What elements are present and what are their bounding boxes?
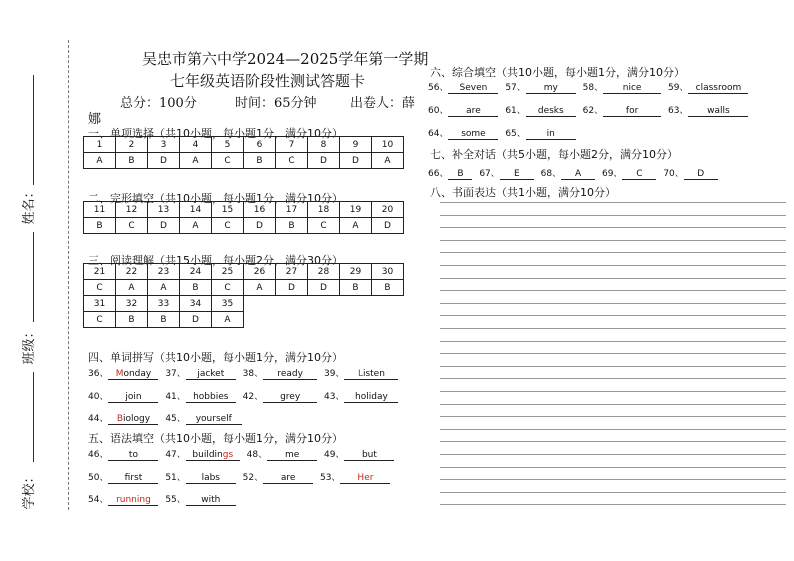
answer-cell: A <box>244 280 276 296</box>
section7-title: 七、补全对话（共5小题，每小题2分，满分10分） <box>430 148 678 161</box>
answer-cell: A <box>340 218 372 234</box>
author-continued: 娜 <box>88 112 102 127</box>
answer-cell: A <box>212 312 244 328</box>
question-number: 24 <box>180 264 212 280</box>
fill-row <box>88 411 246 425</box>
item-number: 61、 <box>505 106 526 116</box>
answer-blank: D <box>684 169 718 180</box>
question-number: 28 <box>308 264 340 280</box>
question-number: 29 <box>340 264 372 280</box>
question-number: 33 <box>148 296 180 312</box>
question-number: 2 <box>116 137 148 153</box>
answer-blank: me <box>267 450 317 461</box>
answer-blank: but <box>344 450 394 461</box>
answer-cell: C <box>212 218 244 234</box>
writing-line <box>440 265 786 266</box>
item-number: 46、 <box>88 450 109 460</box>
table-row <box>84 202 404 218</box>
answer-blank: A <box>561 169 595 180</box>
answer-blank: C <box>622 169 656 180</box>
answer-blank: first <box>108 473 158 484</box>
section5-title: 五、语法填空（共10小题，每小题1分，满分10分） <box>88 432 343 445</box>
question-number: 8 <box>308 137 340 153</box>
item-number: 40、 <box>88 392 109 402</box>
item-number: 50、 <box>88 473 109 483</box>
answer-cell: C <box>308 218 340 234</box>
exam-time: 时间：65分钟 <box>235 96 317 111</box>
question-number: 7 <box>276 137 308 153</box>
answer-cell: D <box>308 153 340 169</box>
question-number: 14 <box>180 202 212 218</box>
answer-blank <box>186 392 236 403</box>
question-number: 23 <box>148 264 180 280</box>
writing-line <box>440 429 786 430</box>
question-number: 9 <box>340 137 372 153</box>
answer-text: grey <box>280 392 301 402</box>
writing-line <box>440 416 786 417</box>
writing-line <box>440 202 786 203</box>
answer-cell: A <box>148 280 180 296</box>
writing-line <box>440 278 786 279</box>
fill-row <box>88 389 402 403</box>
binding-line <box>33 232 34 322</box>
item-number: 60、 <box>428 106 449 116</box>
item-number: 48、 <box>246 450 268 460</box>
answer-text: onday <box>123 369 152 379</box>
answer-text: isten <box>362 369 385 379</box>
fill-row <box>428 103 752 117</box>
item-number: 69、 <box>601 169 623 179</box>
answer-blank: are <box>448 106 498 117</box>
answer-cell: D <box>180 312 212 328</box>
answer-blank: Her <box>340 473 390 484</box>
answer-blank <box>344 392 398 403</box>
answer-blank: are <box>263 473 313 484</box>
question-number: 21 <box>84 264 116 280</box>
item-number: 43、 <box>323 392 345 402</box>
section3-title: 三、阅读理解（共15小题，每小题2分，满分30分） <box>88 254 343 267</box>
answer-cell: D <box>276 280 308 296</box>
question-number: 16 <box>244 202 276 218</box>
answer-cell: D <box>148 218 180 234</box>
answer-blank <box>186 369 236 380</box>
item-number: 66、 <box>428 169 449 179</box>
writing-line <box>440 353 786 354</box>
class-label: 班级： <box>22 325 37 365</box>
question-number: 34 <box>180 296 212 312</box>
section8-title: 八、书面表达（共1小题，满分10分） <box>430 186 616 199</box>
item-number: 49、 <box>323 450 345 460</box>
answer-cell: B <box>116 153 148 169</box>
table-row <box>84 280 404 296</box>
item-number: 53、 <box>319 473 341 483</box>
question-number: 20 <box>372 202 404 218</box>
writing-line <box>440 303 786 304</box>
table-row <box>84 137 404 153</box>
answer-blank: labs <box>186 473 236 484</box>
writing-line <box>440 391 786 392</box>
fill-row <box>88 366 402 380</box>
answer-blank <box>263 369 317 380</box>
answer-cell: B <box>84 218 116 234</box>
answer-cell: B <box>244 153 276 169</box>
answer-blank: classroom <box>688 83 748 94</box>
item-number: 57、 <box>505 83 526 93</box>
answer-blank <box>108 392 158 403</box>
answer-blank: Seven <box>448 83 498 94</box>
answer-cell: B <box>372 280 404 296</box>
section2-grid <box>83 201 404 234</box>
writing-line <box>440 240 786 241</box>
question-number: 30 <box>372 264 404 280</box>
answer-blank: desks <box>526 106 576 117</box>
answer-cell: B <box>276 218 308 234</box>
writing-line <box>440 366 786 367</box>
fill-row <box>88 470 394 484</box>
school-label: 学校： <box>22 470 37 510</box>
question-number: 10 <box>372 137 404 153</box>
answer-blank: my <box>526 83 576 94</box>
answer-text: join <box>125 392 142 402</box>
answer-first-letter: L <box>357 369 363 379</box>
section1-grid <box>83 136 404 169</box>
item-number: 64、 <box>428 129 449 139</box>
answer-cell: C <box>276 153 308 169</box>
question-number: 5 <box>212 137 244 153</box>
table-row <box>84 218 404 234</box>
writing-line <box>440 467 786 468</box>
answer-cell: C <box>212 153 244 169</box>
item-number: 59、 <box>667 83 689 93</box>
total-score: 总分：100分 <box>120 96 197 111</box>
answer-blank <box>108 414 158 425</box>
answer-cell: C <box>116 218 148 234</box>
question-number: 13 <box>148 202 180 218</box>
fill-row <box>428 126 580 140</box>
section2-title: 二、完形填空（共10小题，每小题1分，满分10分） <box>88 192 343 205</box>
section1-title: 一、单项选择（共10小题，每小题1分，满分10分） <box>88 127 343 140</box>
answer-blank: nice <box>603 83 661 94</box>
answer-cell: A <box>372 153 404 169</box>
item-number: 68、 <box>540 169 562 179</box>
name-label: 姓名： <box>22 185 37 225</box>
writing-line <box>440 492 786 493</box>
item-number: 37、 <box>165 369 186 379</box>
answer-blank: buildings <box>186 450 240 461</box>
answer-blank <box>108 369 158 380</box>
section3-grid <box>83 263 404 328</box>
answer-blank: walls <box>688 106 748 117</box>
answer-cell: B <box>148 312 180 328</box>
question-number: 18 <box>308 202 340 218</box>
answer-cell: C <box>84 280 116 296</box>
table-row <box>84 296 404 312</box>
answer-blank: B <box>448 169 472 180</box>
question-number: 32 <box>116 296 148 312</box>
item-number: 47、 <box>165 450 186 460</box>
seal-line <box>68 40 69 510</box>
item-number: 52、 <box>242 473 264 483</box>
question-number: 26 <box>244 264 276 280</box>
item-number: 41、 <box>165 392 186 402</box>
item-number: 42、 <box>242 392 264 402</box>
answer-blank: some <box>448 129 498 140</box>
answer-text: yourself <box>195 414 232 424</box>
item-number: 38、 <box>242 369 264 379</box>
writing-line <box>440 454 786 455</box>
page-title: 吴忠市第六中学2024—2025学年第一学期 <box>142 50 429 68</box>
answer-cell: D <box>308 280 340 296</box>
writing-line <box>440 290 786 291</box>
question-number: 27 <box>276 264 308 280</box>
question-number: 12 <box>116 202 148 218</box>
answer-cell: D <box>340 153 372 169</box>
answer-blank <box>344 369 398 380</box>
answer-blank <box>186 414 242 425</box>
question-number: 31 <box>84 296 116 312</box>
table-row <box>84 312 404 328</box>
question-number: 17 <box>276 202 308 218</box>
item-number: 62、 <box>582 106 604 116</box>
writing-line <box>440 215 786 216</box>
answer-cell: D <box>148 153 180 169</box>
answer-cell: A <box>84 153 116 169</box>
answer-text: hobbies <box>193 392 229 402</box>
fill-row <box>88 492 240 506</box>
item-number: 44、 <box>88 414 109 424</box>
answer-cell: B <box>340 280 372 296</box>
answer-blank: E <box>500 169 534 180</box>
question-number: 6 <box>244 137 276 153</box>
writing-line <box>440 504 786 505</box>
item-number: 54、 <box>88 495 109 505</box>
item-number: 55、 <box>165 495 186 505</box>
binding-line <box>33 75 34 185</box>
writing-line <box>440 479 786 480</box>
writing-line <box>440 341 786 342</box>
answer-text: jacket <box>197 369 225 379</box>
fill-row <box>428 80 752 94</box>
fill-row <box>88 447 398 461</box>
answer-cell: A <box>180 153 212 169</box>
answer-cell: D <box>372 218 404 234</box>
answer-first-letter: M <box>115 369 124 379</box>
item-number: 58、 <box>582 83 604 93</box>
question-number: 11 <box>84 202 116 218</box>
section6-title: 六、综合填空（共10小题，每小题1分，满分10分） <box>430 66 685 79</box>
answer-blank <box>263 392 317 403</box>
section4-title: 四、单词拼写（共10小题，每小题1分，满分10分） <box>88 351 343 364</box>
page-subtitle: 七年级英语阶段性测试答题卡 <box>170 72 366 90</box>
writing-line <box>440 404 786 405</box>
answer-text: iology <box>123 414 151 424</box>
item-number: 56、 <box>428 83 449 93</box>
writing-line <box>440 328 786 329</box>
answer-cell: B <box>116 312 148 328</box>
writing-line <box>440 252 786 253</box>
answer-text: holiday <box>355 392 388 402</box>
writing-line <box>440 315 786 316</box>
item-number: 63、 <box>667 106 689 116</box>
author: 出卷人：薛 <box>350 96 416 111</box>
fill-row <box>428 166 722 180</box>
question-number: 35 <box>212 296 244 312</box>
writing-line <box>440 441 786 442</box>
answer-cell: A <box>180 218 212 234</box>
writing-line <box>440 227 786 228</box>
answer-blank: in <box>526 129 576 140</box>
answer-blank: for <box>603 106 661 117</box>
question-number: 15 <box>212 202 244 218</box>
answer-cell: A <box>116 280 148 296</box>
answer-cell: B <box>180 280 212 296</box>
item-number: 39、 <box>323 369 345 379</box>
writing-line <box>440 378 786 379</box>
table-row <box>84 264 404 280</box>
answer-text: ready <box>277 369 303 379</box>
item-number: 36、 <box>88 369 109 379</box>
answer-blank: with <box>186 495 236 506</box>
question-number: 19 <box>340 202 372 218</box>
question-number: 4 <box>180 137 212 153</box>
question-number: 22 <box>116 264 148 280</box>
answer-first-letter: B <box>116 414 124 424</box>
answer-blank: running <box>108 495 158 506</box>
item-number: 67、 <box>479 169 500 179</box>
item-number: 70、 <box>663 169 684 179</box>
item-number: 51、 <box>165 473 186 483</box>
question-number: 1 <box>84 137 116 153</box>
item-number: 65、 <box>505 129 526 139</box>
question-number: 25 <box>212 264 244 280</box>
answer-cell: D <box>244 218 276 234</box>
answer-cell: C <box>212 280 244 296</box>
question-number: 3 <box>148 137 180 153</box>
answer-cell: C <box>84 312 116 328</box>
answer-blank: to <box>108 450 158 461</box>
binding-line <box>33 372 34 462</box>
table-row <box>84 153 404 169</box>
item-number: 45、 <box>165 414 186 424</box>
